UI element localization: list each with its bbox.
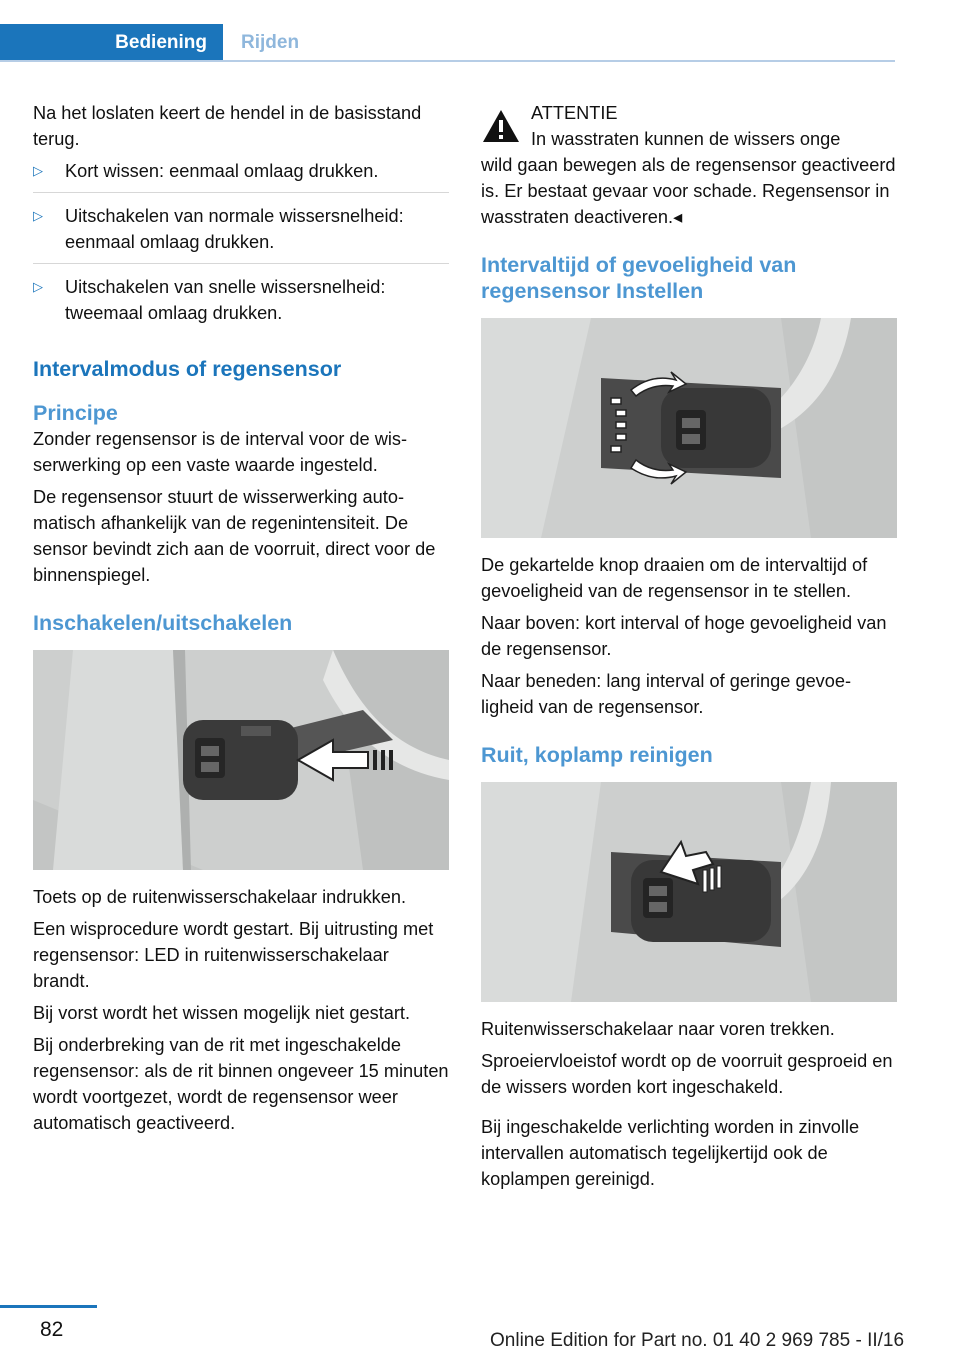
right-column xyxy=(481,100,897,1198)
principe-paragraph-1: Zonder regensensor is de interval voor de wisserwerking op een vaste waarde ingesteld. xyxy=(33,429,408,475)
vorst-paragraph: Bij vorst wordt het wissen mogelijk niet gestart. xyxy=(33,1003,411,1023)
section-heading-interval: Intervalmodus of regensensor xyxy=(33,357,342,381)
warning-text: wild gaan bewegen als de regensensor geactiveerd is. Er bestaat gevaar voor schade. Regensensor in wasstraten deactiveren.◂ xyxy=(481,155,896,227)
bullet-list xyxy=(33,158,449,334)
subheading-intervaltijd: Intervaltijd of gevoeligheid van regensensor Instellen xyxy=(481,253,797,303)
list-item-text: Uitschakelen van normale wissersnelheid: eenmaal omlaag drukken. xyxy=(65,206,404,252)
wiper-pull-illustration xyxy=(481,782,897,1002)
sproei-paragraph: Sproeiervloeistof wordt op de voorruit gesproeid en de wissers worden kort ingeschakeld. xyxy=(481,1051,893,1097)
triangle-right-icon: ▷ xyxy=(33,208,43,223)
knop-paragraph: De gekartelde knop draaien om de intervaltijd of gevoeligheid van de regensensor in te stellen. xyxy=(481,555,868,601)
subheading-inschakelen: Inschakelen/uitschakelen xyxy=(33,611,293,635)
wiper-button-illustration xyxy=(33,650,449,870)
wisprocedure-paragraph: Een wisprocedure wordt gestart. Bij uitrusting met regensensor: LED in ruitenwisserschakelaar brandt. xyxy=(33,919,434,991)
list-item-text: Kort wissen: eenmaal omlaag drukken. xyxy=(65,161,379,181)
warning-title: ATTENTIE xyxy=(531,103,618,123)
triangle-right-icon: ▷ xyxy=(33,279,43,294)
trekken-paragraph: Ruitenwisserschakelaar naar voren trekken. xyxy=(481,1019,835,1039)
boven-paragraph: Naar boven: kort interval of hoge gevoeligheid van de regensensor. xyxy=(481,613,887,659)
list-item xyxy=(33,274,449,334)
page-number: 82 xyxy=(40,1318,64,1341)
page-header xyxy=(0,0,895,62)
list-item xyxy=(33,158,449,193)
list-item xyxy=(33,203,449,264)
intro-paragraph: Na het loslaten keert de hendel in de basisstand terug. xyxy=(33,103,422,149)
wiper-knob-illustration xyxy=(481,318,897,538)
onderbreking-paragraph: Bij onderbreking van de rit met ingeschakelde regensensor: als de rit binnen ongeveer 15 minuten wordt voortgezet, wordt de regensensor weer automatisch geactiveerd. xyxy=(33,1035,449,1133)
beneden-paragraph: Naar beneden: lang interval of geringe gevoeligheid van de regensensor. xyxy=(481,671,852,717)
left-column xyxy=(33,100,449,1142)
list-item-text: Uitschakelen van snelle wissersnelheid: tweemaal omlaag drukken. xyxy=(65,277,386,323)
warning-first-line: In wasstraten kunnen de wissers onge xyxy=(531,129,841,149)
triangle-right-icon: ▷ xyxy=(33,163,43,178)
toets-paragraph: Toets op de ruitenwisserschakelaar indrukken. xyxy=(33,887,407,907)
warning-triangle-icon xyxy=(481,108,521,144)
edition-footer: Online Edition for Part no. 01 40 2 969 785 - II/16 xyxy=(490,1330,905,1351)
subheading-principe: Principe xyxy=(33,401,118,425)
principe-paragraph-2: De regensensor stuurt de wisserwerking automatisch afhankelijk van de regenintensiteit. De sensor bevindt zich aan de voorruit, direct voor de binnenspiegel. xyxy=(33,487,436,585)
tab-rijden[interactable]: Rijden xyxy=(241,32,300,53)
warning-box xyxy=(481,100,897,230)
footer-rule xyxy=(0,1305,97,1308)
subheading-ruit: Ruit, koplamp reinigen xyxy=(481,743,713,767)
verlichting-paragraph: Bij ingeschakelde verlichting worden in zinvolle intervallen automatisch tegelijkertijd ook de koplampen gereinigd. xyxy=(481,1117,860,1189)
tab-bediening[interactable]: Bediening xyxy=(0,24,223,62)
header-divider xyxy=(0,60,895,62)
